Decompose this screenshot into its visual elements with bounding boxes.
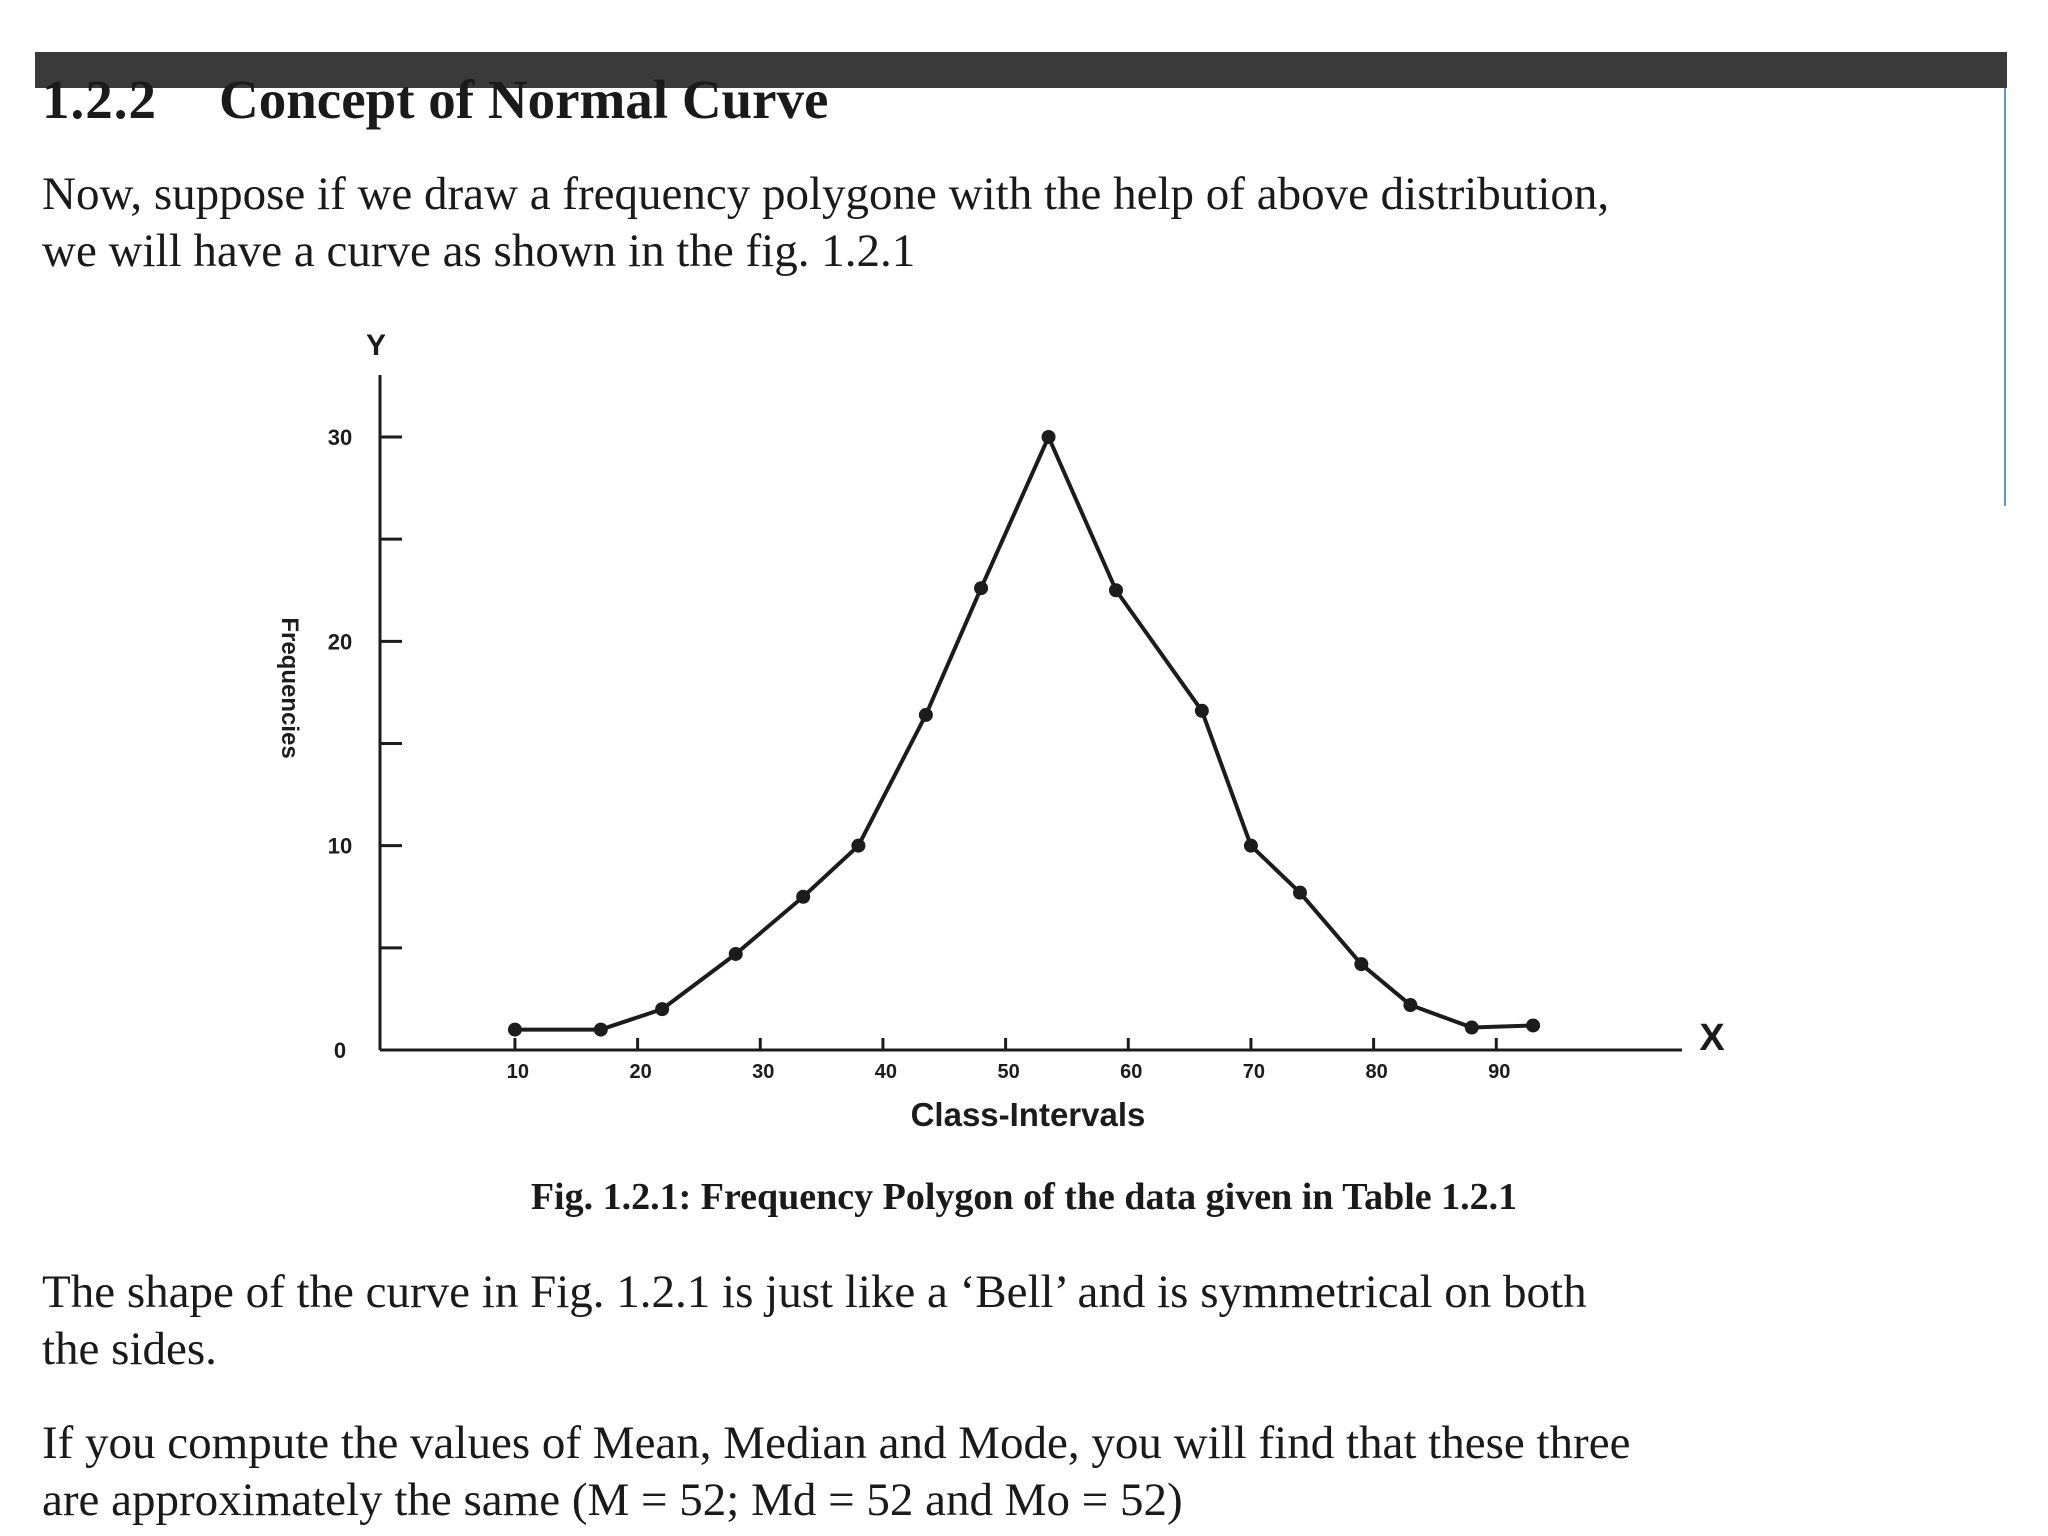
x-tick-label: 70 <box>1242 1061 1266 1083</box>
data-point <box>1403 998 1417 1012</box>
bell-paragraph <box>42 1264 1587 1378</box>
data-point <box>1293 886 1307 900</box>
data-point <box>655 1002 669 1016</box>
data-point <box>1109 583 1123 597</box>
section-title: Concept of Normal Curve <box>219 69 829 130</box>
x-tick-label: 50 <box>997 1061 1020 1083</box>
data-point <box>508 1023 522 1037</box>
data-point <box>796 890 810 904</box>
series-line <box>515 437 1533 1030</box>
y-tick-label: 0 <box>333 1038 347 1063</box>
data-point <box>1042 430 1056 444</box>
data-point <box>851 839 865 853</box>
figure-caption: Fig. 1.2.1: Frequency Polygon of the data given in Table 1.2.1 <box>530 1176 1518 1218</box>
bell-line-1: The shape of the curve in Fig. 1.2.1 is just like a ‘Bell’ and is symmetrical on both <box>42 1266 1587 1318</box>
x-tick-label: 10 <box>506 1061 530 1083</box>
x-axis-title: Class-Intervals <box>910 1096 1146 1133</box>
data-point <box>974 581 988 595</box>
mean-line-2: are approximately the same (M = 52; Md = 52 and Mo = 52) <box>42 1474 1183 1526</box>
x-tick-label: 20 <box>629 1061 652 1083</box>
data-point <box>729 947 743 961</box>
y-axis-letter: Y <box>365 329 387 362</box>
x-tick-label: 90 <box>1488 1061 1511 1083</box>
data-point <box>1195 704 1209 718</box>
x-axis-letter: X <box>1699 1017 1725 1059</box>
data-point <box>1526 1018 1540 1032</box>
y-tick-label: 20 <box>327 629 353 655</box>
intro-line-1: Now, suppose if we draw a frequency polygone with the help of above distribution, <box>42 168 1610 220</box>
y-tick-label: 10 <box>327 833 353 859</box>
data-point <box>919 708 933 722</box>
data-point <box>1354 957 1368 971</box>
data-point <box>594 1023 608 1037</box>
bell-line-2: the sides. <box>42 1323 217 1375</box>
x-tick-label: 30 <box>752 1061 775 1083</box>
intro-line-2: we will have a curve as shown in the fig. 1.2.1 <box>42 225 916 277</box>
mean-paragraph <box>42 1415 1630 1529</box>
y-axis-title: Frequencies <box>276 617 303 759</box>
section-number: 1.2.2 <box>42 69 157 130</box>
x-tick-label: 60 <box>1120 1061 1143 1083</box>
mean-line-1: If you compute the values of Mean, Median and Mode, you will find that these three <box>42 1417 1631 1469</box>
data-point <box>1465 1021 1479 1035</box>
x-tick-label: 80 <box>1365 1061 1388 1083</box>
data-point <box>1244 839 1258 853</box>
y-tick-label: 30 <box>327 425 353 450</box>
x-tick-label: 40 <box>874 1061 898 1083</box>
